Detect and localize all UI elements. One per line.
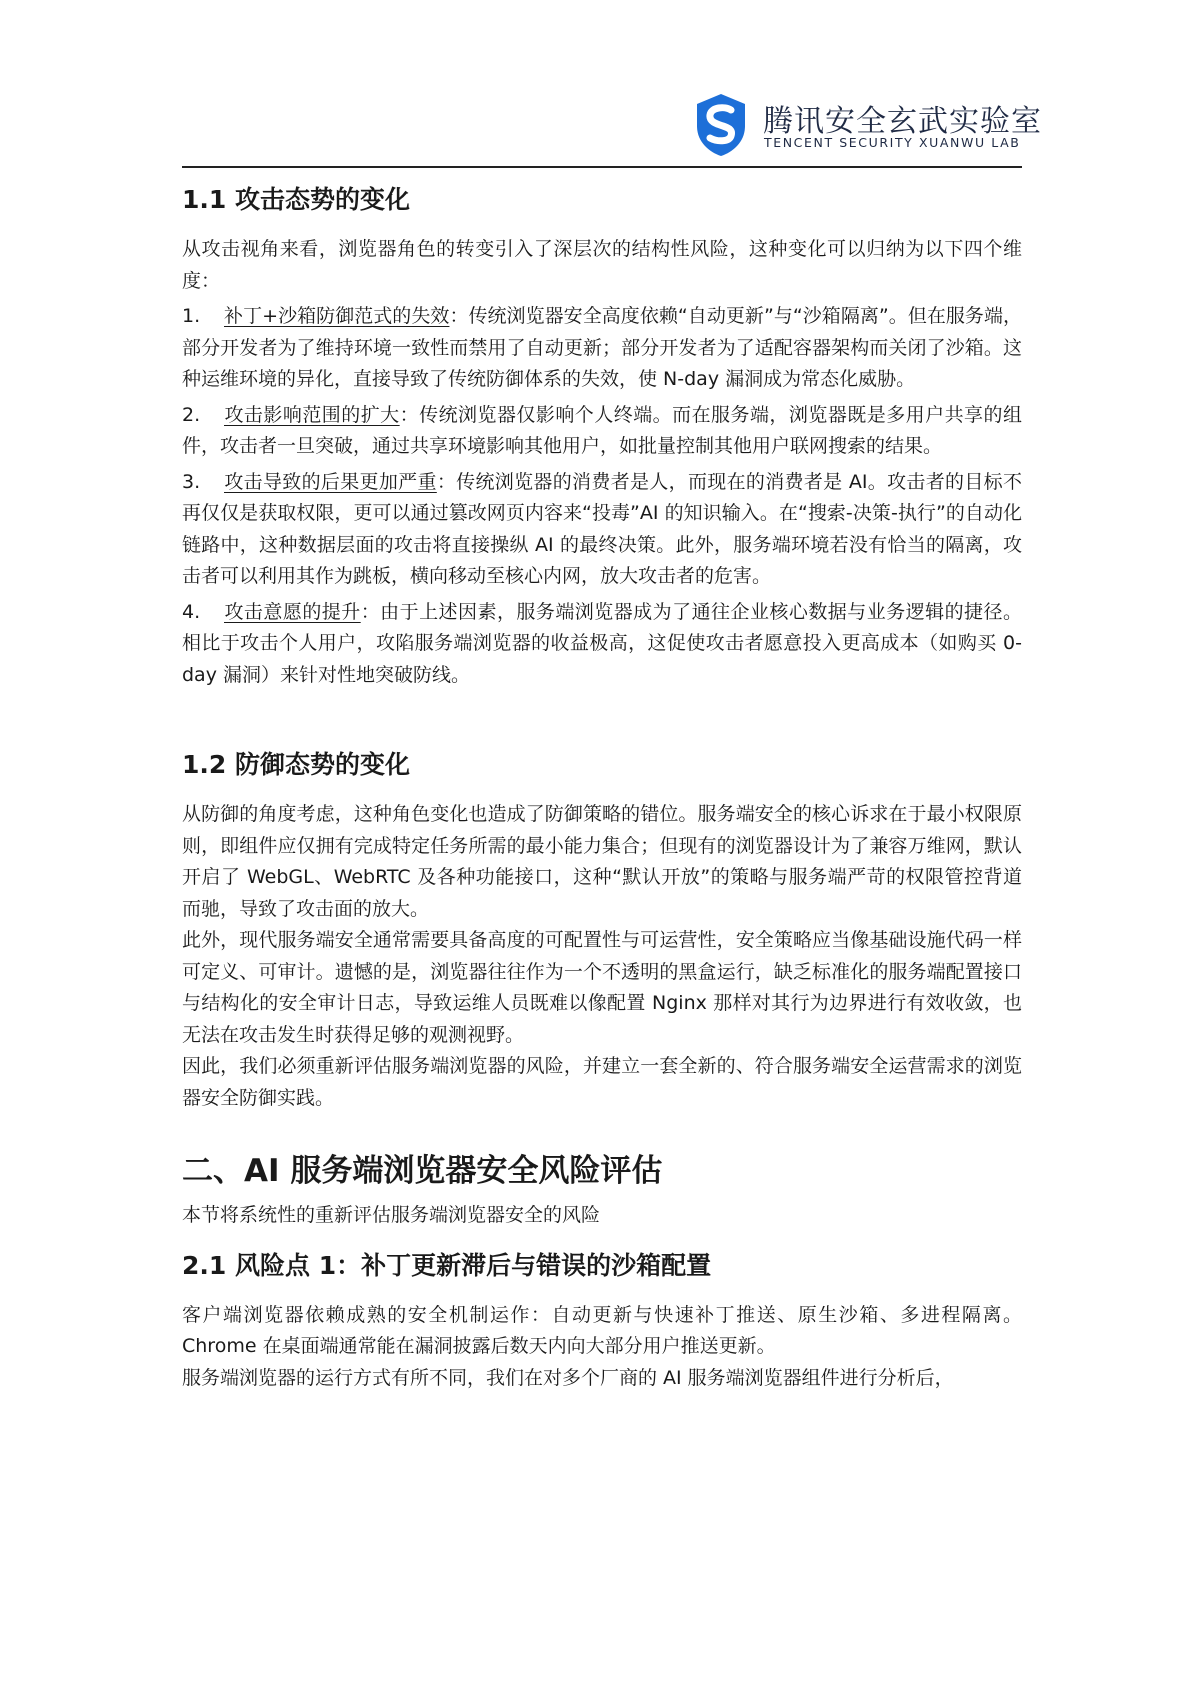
section-2-1-paragraph: 服务端浏览器的运行方式有所不同，我们在对多个厂商的 AI 服务端浏览器组件进行分析后， xyxy=(182,1366,954,1389)
list-item-title: 攻击意愿的提升 xyxy=(224,600,361,623)
section-1-1-intro: 从攻击视角来看，浏览器角色的转变引入了深层次的结构性风险，这种变化可以归纳为以下四个维度： xyxy=(182,238,1022,292)
shield-s-logo-icon xyxy=(693,92,749,158)
section-2-1-paragraph: 客户端浏览器依赖成熟的安全机制运作：自动更新与快速补丁推送、原生沙箱、多进程隔离。Chrome 在桌面端通常能在漏洞披露后数天内向大部分用户推送更新。 xyxy=(182,1303,1022,1357)
document-body xyxy=(182,178,1022,1394)
list-item-title: 攻击影响范围的扩大 xyxy=(224,403,400,426)
logo-english-name: TENCENT SECURITY XUANWU LAB xyxy=(764,135,1021,150)
section-heading-2-1: 2.1 风险点 1：补丁更新滞后与错误的沙箱配置 xyxy=(182,1250,712,1280)
list-item: 3. 攻击导致的后果更加严重：传统浏览器的消费者是人，而现在的消费者是 AI。攻击者的目标不再仅仅是获取权限，更可以通过篡改网页内容来“投毒”AI 的知识输入。在“搜索-决策-执行”的自动化链路中，这种数据层面的攻击将直接操纵 AI 的最终决策。此外，服务端环境若没有恰当的隔离，攻击者可以利用其作为跳板，横向移动至核心内网，放大攻击者的危害。 xyxy=(182,470,1022,587)
list-item: 1. 补丁+沙箱防御范式的失效：传统浏览器安全高度依赖“自动更新”与“沙箱隔离”。但在服务端，部分开发者为了维持环境一致性而禁用了自动更新；部分开发者为了适配容器架构而关闭了沙箱。这种运维环境的异化，直接导致了传统防御体系的失效，使 N-day 漏洞成为常态化威胁。 xyxy=(182,305,1023,390)
chapter-2-intro: 本节将系统性的重新评估服务端浏览器安全的风险 xyxy=(182,1204,601,1226)
section-1-2-paragraph: 此外，现代服务端安全通常需要具备高度的可配置性与可运营性，安全策略应当像基础设施代码一样可定义、可审计。遗憾的是，浏览器往往作为一个不透明的黑盒运行，缺乏标准化的服务端配置接口与结构化的安全审计日志，导致运维人员既难以像配置 Nginx 那样对其行为边界进行有效收敛，也无法在攻击发生时获得足够的观测视野。 xyxy=(182,929,1022,1046)
lab-logo xyxy=(693,92,1042,160)
list-item-title: 攻击导致的后果更加严重 xyxy=(224,470,437,493)
section-heading-1-2: 1.2 防御态势的变化 xyxy=(182,750,410,779)
section-1-2-paragraph: 从防御的角度考虑，这种角色变化也造成了防御策略的错位。服务端安全的核心诉求在于最小权限原则，即组件应仅拥有完成特定任务所需的最小能力集合；但现有的浏览器设计为了兼容万维网，默认开启了 WebGL、WebRTC 及各种功能接口，这种“默认开放”的策略与服务端严苛的权限管控背道而驰，导致了攻击面的放大。 xyxy=(182,803,1022,920)
header-divider xyxy=(182,166,1022,168)
logo-chinese-name: 腾讯安全玄武实验室 xyxy=(763,104,1042,139)
list-item: 2. 攻击影响范围的扩大：传统浏览器仅影响个人终端。而在服务端，浏览器既是多用户共享的组件，攻击者一旦突破，通过共享环境影响其他用户，如批量控制其他用户联网搜索的结果。 xyxy=(182,403,1022,457)
list-item-title: 补丁+沙箱防御范式的失效 xyxy=(224,305,450,327)
section-heading-1-1: 1.1 攻击态势的变化 xyxy=(182,185,410,214)
chapter-heading-2: 二、AI 服务端浏览器安全风险评估 xyxy=(182,1153,663,1189)
section-1-2-paragraph: 因此，我们必须重新评估服务端浏览器的风险，并建立一套全新的、符合服务端安全运营需求的浏览器安全防御实践。 xyxy=(182,1055,1022,1109)
list-item: 4. 攻击意愿的提升：由于上述因素，服务端浏览器成为了通往企业核心数据与业务逻辑的捷径。相比于攻击个人用户，攻陷服务端浏览器的收益极高，这促使攻击者愿意投入更高成本（如购买 0-day 漏洞）来针对性地突破防线。 xyxy=(182,600,1022,686)
